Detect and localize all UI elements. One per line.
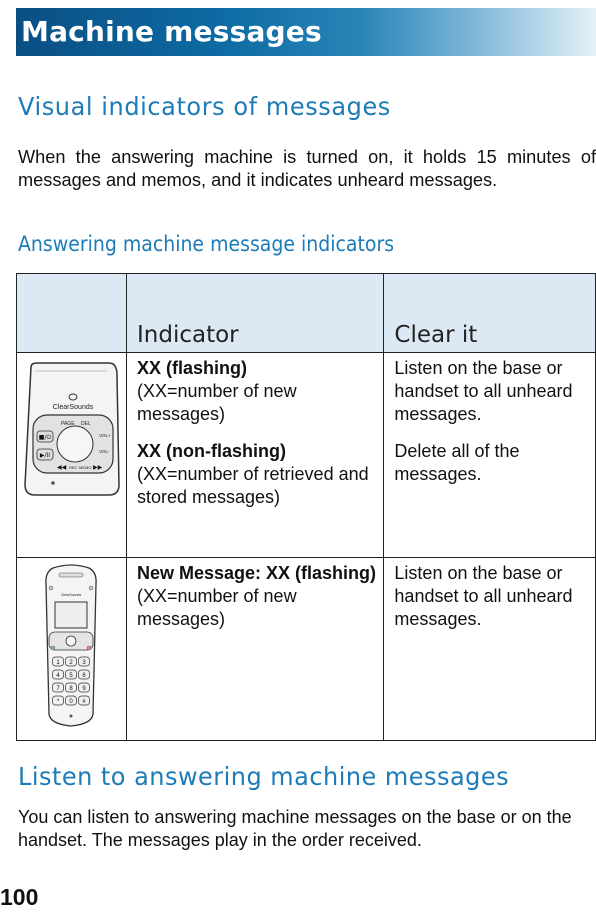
- page-number: 100: [0, 884, 39, 910]
- indicator-flashing: XX (flashing): [136, 358, 247, 378]
- table-row: [17, 353, 596, 558]
- svg-text:REC: REC: [69, 465, 78, 470]
- handset-brand-label: ClearSounds: [61, 593, 82, 597]
- svg-text:MEMO: MEMO: [79, 465, 92, 470]
- clear-it-text: Delete all of the messages.: [394, 441, 520, 484]
- clear-it-text: Listen on the base or handset to all unheard messages.: [394, 563, 573, 629]
- clear-it-cell: [384, 353, 596, 558]
- keypad-key-label: 1: [56, 660, 61, 666]
- svg-text:◀◀: ◀◀: [57, 464, 67, 471]
- indicator-new-message: New Message: XX (flashing): [136, 563, 377, 583]
- clear-it-cell: [384, 558, 596, 741]
- table-header-row: [17, 274, 596, 353]
- table-row: [17, 558, 596, 741]
- table-header-indicator: Indicator: [126, 274, 383, 353]
- section-heading-visual-indicators: Visual indicators of messages: [18, 92, 391, 121]
- listen-paragraph: You can listen to answering machine messages on the base or on the handset. The messages play in the order received.: [18, 807, 572, 850]
- svg-text:VOL+: VOL+: [99, 433, 112, 438]
- svg-text:▶▶: ▶▶: [93, 464, 103, 471]
- message-indicator-table: [16, 273, 596, 741]
- base-brand-label: ClearSounds: [53, 404, 94, 411]
- svg-text:▶/II: ▶/II: [40, 452, 51, 459]
- handset-image-cell: [17, 558, 127, 741]
- keypad-key-label: 9: [82, 686, 87, 692]
- table-heading: Answering machine message indicators: [18, 232, 395, 256]
- svg-text:VOL-: VOL-: [99, 449, 110, 454]
- indicator-cell: [126, 353, 383, 558]
- table-header-image: [17, 274, 127, 353]
- keypad-key-label: 3: [82, 660, 87, 666]
- svg-text:DEL: DEL: [81, 421, 92, 427]
- keypad-key-label: 5: [69, 673, 74, 679]
- answering-machine-base-icon: [17, 361, 125, 501]
- keypad-key-label: 4: [56, 673, 61, 679]
- intro-paragraph: When the answering machine is turned on, it holds 15 minutes of messages and memos, and it indicates unheard messages.: [18, 147, 596, 190]
- indicator-flashing-note: (XX=number of new messages): [136, 381, 297, 424]
- keypad-key-label: *: [57, 699, 60, 705]
- keypad-key-label: #: [82, 699, 87, 705]
- indicator-new-message-note: (XX=number of new messages): [136, 586, 297, 629]
- clear-it-text: Listen on the base or handset to all unheard messages.: [394, 358, 573, 424]
- table-header-clear-it: Clear it: [384, 274, 596, 353]
- keypad-key-label: 7: [56, 686, 61, 692]
- keypad-key-label: 2: [69, 660, 74, 666]
- base-image-cell: [17, 353, 127, 558]
- svg-text:■/⏻: ■/⏻: [39, 434, 52, 441]
- cordless-handset-icon: [41, 564, 101, 730]
- keypad-key-label: 0: [69, 699, 74, 705]
- indicator-non-flashing-note: (XX=number of retrieved and stored messages): [136, 464, 369, 507]
- indicator-cell: [126, 558, 383, 741]
- page-title: Machine messages: [21, 15, 322, 48]
- section-heading-listen: Listen to answering machine messages: [18, 762, 510, 791]
- svg-text:PAGE: PAGE: [61, 421, 76, 427]
- keypad-key-label: 8: [69, 686, 74, 692]
- keypad-key-label: 6: [82, 673, 87, 679]
- indicator-non-flashing: XX (non-flashing): [136, 441, 286, 461]
